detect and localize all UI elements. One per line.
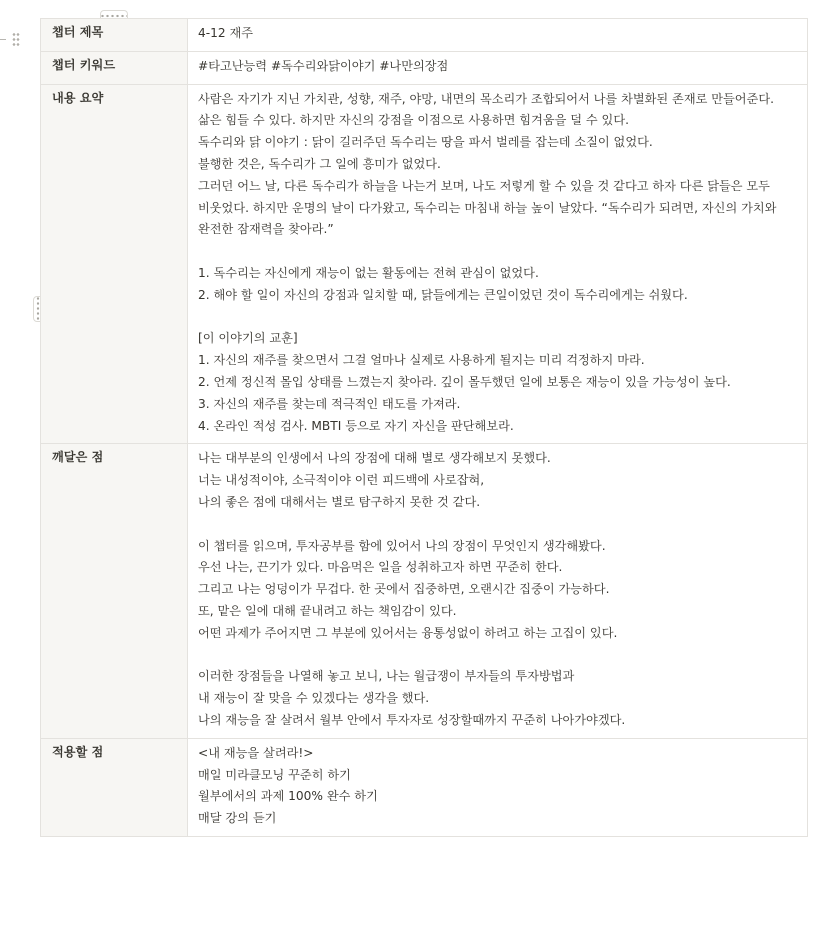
blank-line <box>198 514 799 536</box>
property-value[interactable] <box>188 444 808 738</box>
value-line: 내 재능이 잘 맞을 수 있겠다는 생각을 했다. <box>198 691 430 706</box>
value-line: 이러한 장점들을 나열해 놓고 보니, 나는 월급쟁이 부자들의 투자방법과 <box>198 669 575 684</box>
value-line: <내 재능을 살려라!> <box>198 745 314 760</box>
value-line: 2. 언제 정신적 몰입 상태를 느꼈는지 찾아라. 깊이 몰두했던 일에 보통은 재능이 있을 가능성이 높다. <box>198 374 731 389</box>
value-line: 우선 나는, 끈기가 있다. 마음먹은 일을 성취하고자 하면 꾸준히 한다. <box>198 560 563 575</box>
value-line: 독수리와 닭 이야기 : 닭이 길러주던 독수리는 땅을 파서 벌레를 잡는데 소질이 없었다. <box>198 135 653 150</box>
table-row-realizations <box>41 444 808 738</box>
table-row-applications <box>41 738 808 836</box>
value-line: 나의 좋은 점에 대해서는 별로 탐구하지 못한 것 같다. <box>198 494 481 509</box>
value-line: #타고난능력 #독수리와닭이야기 #나만의장점 <box>198 58 449 73</box>
property-key[interactable]: 챕터 제목 <box>41 19 188 52</box>
property-key[interactable]: 내용 요약 <box>41 84 188 444</box>
row-drag-handle[interactable] <box>0 30 28 48</box>
property-value[interactable] <box>188 19 808 52</box>
value-line: 나는 대부분의 인생에서 나의 장점에 대해 별로 생각해보지 못했다. <box>198 451 551 466</box>
blank-line <box>198 645 799 667</box>
value-line: 매일 미라클모닝 꾸준히 하기 <box>198 767 351 782</box>
blank-line <box>198 307 799 329</box>
property-key[interactable]: 적용할 점 <box>41 738 188 836</box>
value-line: 그러던 어느 날, 다른 독수리가 하늘을 나는거 보며, 나도 저렇게 할 수 있을 것 같다고 하자 다른 닭들은 모두 비웃었다. 하지만 운명의 날이 다가왔고, 독수리는 마침내 하늘 높이 날았다. “독수리가 되려면, 자신의 가치와 완전한 잠재력을 찾아라.” <box>198 178 781 237</box>
value-line: 불행한 것은, 독수리가 그 일에 흥미가 없었다. <box>198 156 441 171</box>
value-line: 월부에서의 과제 100% 완수 하기 <box>198 789 378 804</box>
properties-table-body <box>41 19 808 837</box>
properties-table <box>40 18 808 837</box>
value-line: 4-12 재주 <box>198 26 254 40</box>
property-value[interactable] <box>188 738 808 836</box>
value-line: 나의 재능을 잘 살려서 월부 안에서 투자자로 성장할때까지 꾸준히 나아가야겠다. <box>198 712 626 727</box>
property-key[interactable]: 챕터 키워드 <box>41 51 188 84</box>
value-line: 이 챕터를 읽으며, 투자공부를 함에 있어서 나의 장점이 무엇인지 생각해봤다. <box>198 538 606 553</box>
value-line: 그리고 나는 엉덩이가 무겁다. 한 곳에서 집중하면, 오랜시간 집중이 가능하다. <box>198 582 610 597</box>
value-line: 4. 온라인 적성 검사. MBTI 등으로 자기 자신을 판단해보라. <box>198 418 514 433</box>
drag-dots-icon <box>12 32 20 46</box>
value-line: 매달 강의 듣기 <box>198 811 277 826</box>
property-value[interactable] <box>188 84 808 444</box>
blank-line <box>198 241 799 263</box>
value-line: 사람은 자기가 지닌 가치관, 성향, 재주, 야망, 내면의 목소리가 조합되어서 나를 차별화된 존재로 만들어준다. <box>198 91 774 106</box>
value-line: [이 이야기의 교훈] <box>198 331 298 346</box>
table-row-content-summary <box>41 84 808 444</box>
add-row-dash-icon <box>0 39 6 40</box>
value-line: 1. 자신의 재주를 찾으면서 그걸 얼마나 실제로 사용하게 될지는 미리 걱정하지 마라. <box>198 353 645 368</box>
value-line: 1. 독수리는 자신에게 재능이 없는 활동에는 전혀 관심이 없었다. <box>198 265 539 280</box>
property-value[interactable] <box>188 51 808 84</box>
value-line: 어떤 과제가 주어지면 그 부분에 있어서는 융통성없이 하려고 하는 고집이 있다. <box>198 625 618 640</box>
value-line: 또, 맡은 일에 대해 끝내려고 하는 책임감이 있다. <box>198 603 457 618</box>
table-row-chapter-title <box>41 19 808 52</box>
value-line: 3. 자신의 재주를 찾는데 적극적인 태도를 가져라. <box>198 396 461 411</box>
value-line: 2. 해야 할 일이 자신의 강점과 일치할 때, 닭들에게는 큰일이었던 것이 독수리에게는 쉬웠다. <box>198 287 688 302</box>
value-line: 너는 내성적이야, 소극적이야 이런 피드백에 사로잡혀, <box>198 473 485 488</box>
property-key[interactable]: 깨달은 점 <box>41 444 188 738</box>
table-row-chapter-keywords <box>41 51 808 84</box>
value-line: 삶은 힘들 수 있다. 하지만 자신의 강점을 이점으로 사용하면 힘겨움을 덜 수 있다. <box>198 113 629 128</box>
